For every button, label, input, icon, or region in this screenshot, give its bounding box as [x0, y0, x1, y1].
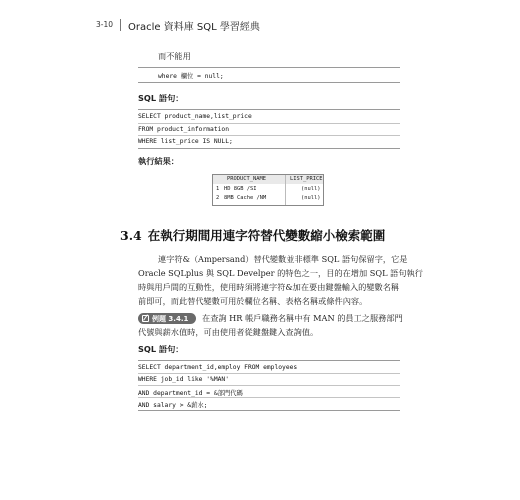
- code-rule: [138, 397, 400, 398]
- header-divider: [120, 19, 121, 31]
- code-rule: [138, 123, 400, 124]
- cell-product-name: HD 8GB /SI: [224, 186, 257, 192]
- cell-list-price: (null): [301, 186, 321, 192]
- cell-list-price: (null): [301, 195, 321, 201]
- result-table: [212, 174, 324, 206]
- book-title: Oracle 資料庫 SQL 學習經典: [128, 22, 260, 33]
- code-line: WHERE list_price IS NULL;: [138, 138, 233, 145]
- code-line: SELECT department_id,employ FROM employees: [138, 364, 298, 371]
- code-rule: [138, 373, 400, 374]
- example-text-line: 代號與薪水值時，可由使用者從鍵盤鍵入查詢值。: [138, 327, 319, 337]
- paragraph-line: 連字符&（Ampersand）替代變數並非標準 SQL 語句保留字，它是: [158, 254, 408, 264]
- example-badge: [138, 313, 196, 324]
- section-number: 3.4: [120, 228, 142, 243]
- row-number: 2: [216, 195, 220, 201]
- sql-label: SQL 語句：: [138, 344, 184, 354]
- column-header: PRODUCT_NAME: [227, 176, 266, 182]
- sql-label: SQL 語句：: [138, 93, 184, 103]
- paragraph-line: Oracle SQLplus 與 SQL Develper 的特色之一，目的在增加 SQL 語句執行: [138, 268, 423, 278]
- code-rule-bottom: [138, 410, 400, 411]
- section-title: 在執行期間用連字符替代變數縮小檢索範圍: [147, 228, 386, 243]
- row-number: 1: [216, 186, 220, 192]
- code-line: FROM product_information: [138, 126, 229, 133]
- code-rule-bottom: [138, 148, 400, 149]
- column-header: LIST_PRICE: [290, 176, 323, 182]
- intro-code-line: where 欄位 = null;: [158, 73, 224, 80]
- code-line: AND salary > &薪水;: [138, 402, 208, 409]
- code-rule-bottom: [138, 82, 400, 83]
- code-rule-top: [138, 109, 400, 110]
- cell-product-name: 8MB Cache /NM: [224, 195, 267, 201]
- code-rule-top: [138, 360, 400, 361]
- example-badge-label: 例題 3.4.1: [152, 314, 189, 323]
- paragraph-line: 前即可，而此替代變數可用於欄位名稱、表格名稱或條件內容。: [138, 296, 368, 306]
- pencil-icon: [142, 315, 149, 322]
- example-text-line: 在查詢 HR 帳戶職務名稱中有 MAN 的員工之服務部門: [202, 313, 403, 323]
- code-rule: [138, 385, 400, 386]
- code-rule: [138, 135, 400, 136]
- code-rule-top: [138, 67, 400, 68]
- result-label: 執行結果：: [138, 156, 179, 166]
- code-line: AND department_id = &部門代碼: [138, 390, 243, 397]
- code-line: WHERE job_id like '%MAN': [138, 376, 229, 383]
- intro-text: 而不能用: [158, 51, 191, 61]
- section-heading: [120, 226, 385, 244]
- code-line: SELECT product_name,list_price: [138, 113, 252, 120]
- column-divider: [285, 175, 286, 205]
- page-number: 3-10: [96, 20, 114, 29]
- paragraph-line: 時與用戶間的互動性，使用時須將連字符&加在要由鍵盤輸入的變數名稱: [138, 282, 400, 292]
